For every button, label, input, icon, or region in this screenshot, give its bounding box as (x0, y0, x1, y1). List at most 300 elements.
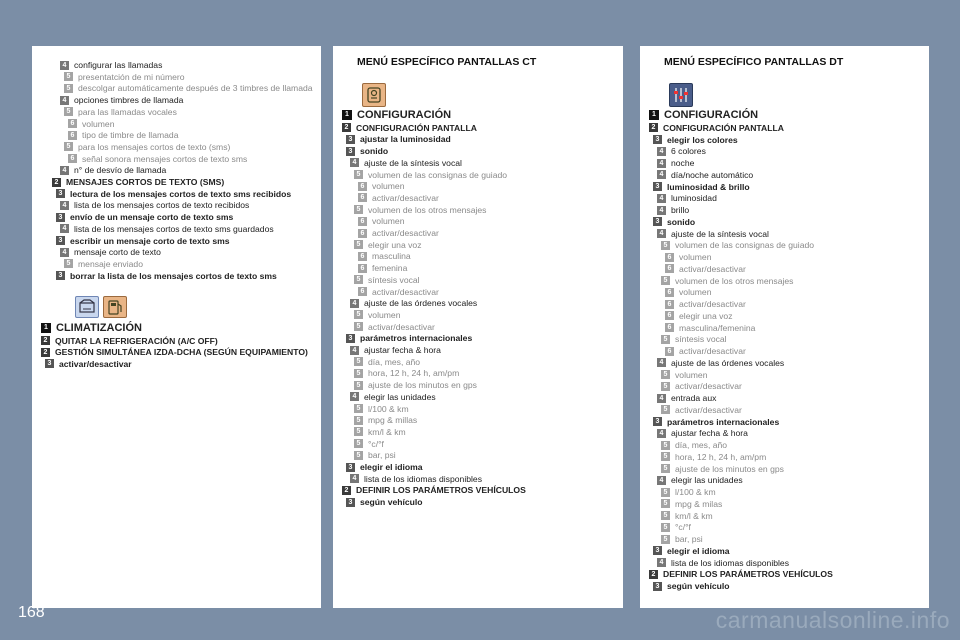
level-badge: 5 (661, 452, 670, 461)
menu-item-label: síntesis vocal (368, 274, 420, 285)
level-badge: 3 (56, 189, 65, 198)
menu-item-label: opciones timbres de llamada (74, 95, 184, 106)
menu-item-label: volumen (675, 369, 708, 380)
menu-item (41, 321, 142, 335)
menu-item-label: ajuste de las órdenes vocales (671, 357, 785, 368)
menu-item (354, 204, 486, 216)
menu-item (661, 521, 691, 533)
menu-item (346, 133, 451, 145)
level-badge: 6 (358, 252, 367, 261)
menu-item-label: lista de los mensajes cortos de texto recibidos (74, 200, 250, 211)
fuel-settings-icon (103, 296, 127, 318)
menu-item-label: sonido (360, 146, 389, 157)
menu-item-label: parámetros internacionales (360, 333, 473, 344)
menu-item (657, 474, 743, 486)
menu-item-label: noche (671, 158, 695, 168)
menu-item-label: bar, psi (675, 534, 703, 544)
menu-item (45, 358, 132, 370)
menu-item-label: activar/desactivar (679, 263, 746, 274)
menu-item-label: masculina (372, 251, 411, 262)
menu-item-label: señal sonora mensajes cortos de texto sms (82, 153, 248, 164)
menu-item-label: elegir los colores (667, 134, 738, 145)
menu-item (665, 298, 746, 310)
menu-item-label: descolgar automáticamente después de 3 timbres de llamada (78, 83, 313, 94)
menu-item (64, 71, 185, 83)
menu-item (661, 498, 722, 510)
level-badge: 5 (661, 335, 670, 344)
menu-item (64, 258, 143, 270)
menu-item (60, 246, 161, 258)
level-badge: 5 (661, 276, 670, 285)
menu-item (358, 250, 411, 262)
level-badge: 5 (354, 369, 363, 378)
menu-item-label: CONFIGURACIÓN PANTALLA (663, 122, 784, 133)
menu-item-label: DEFINIR LOS PARÁMETROS VEHÍCULOS (356, 485, 526, 496)
level-badge: 6 (68, 154, 77, 163)
menu-item (354, 309, 400, 321)
level-badge: 4 (657, 147, 666, 156)
level-badge: 4 (60, 166, 69, 175)
menu-item-label: elegir las unidades (364, 391, 436, 402)
menu-item (657, 169, 753, 181)
menu-item (665, 251, 711, 263)
menu-item (350, 344, 441, 356)
level-badge: 4 (657, 159, 666, 168)
level-badge: 2 (649, 570, 658, 579)
menu-item (60, 59, 162, 71)
level-badge: 5 (64, 84, 73, 93)
menu-item (52, 176, 224, 188)
menu-item-label: mensaje corto de texto (74, 247, 161, 258)
menu-item-label: °c/°f (368, 438, 384, 449)
menu-item-label: lista de los idiomas disponibles (364, 473, 482, 484)
level-badge: 6 (665, 264, 674, 273)
menu-item-label: km/l & km (368, 426, 406, 437)
menu-item (354, 321, 435, 333)
menu-item-label: bar, psi (368, 450, 396, 461)
level-badge: 2 (342, 486, 351, 495)
menu-item-label: ajuste de las órdenes vocales (364, 298, 478, 309)
menu-item (64, 106, 177, 118)
menu-item (354, 169, 507, 181)
level-badge: 4 (657, 170, 666, 179)
level-badge: 5 (354, 322, 363, 331)
level-badge: 3 (56, 271, 65, 280)
level-badge: 5 (661, 535, 670, 544)
menu-item-label: volumen de los otros mensajes (675, 275, 794, 286)
menu-item (342, 108, 451, 122)
level-badge: 6 (358, 217, 367, 226)
level-badge: 3 (653, 546, 662, 555)
level-badge: 1 (41, 323, 51, 333)
menu-item (657, 157, 694, 169)
level-badge: 5 (354, 427, 363, 436)
menu-item (661, 404, 742, 416)
menu-item-label: l/100 & km (368, 403, 409, 414)
menu-item (60, 164, 166, 176)
level-badge: 4 (657, 558, 666, 567)
menu-item-label: CONFIGURACIÓN PANTALLA (356, 122, 477, 133)
level-badge: 5 (64, 259, 73, 268)
menu-item-label: ajuste de los minutos en gps (368, 380, 477, 391)
menu-item (350, 473, 482, 485)
menu-item-label: activar/desactivar (59, 358, 132, 369)
level-badge: 5 (354, 240, 363, 249)
menu-item-label: GESTIÓN SIMULTÁNEA IZDA-DCHA (SEGÚN EQUIPAMIENTO) (55, 347, 308, 357)
menu-item (41, 335, 218, 347)
menu-item-label: 6 colores (671, 146, 706, 157)
menu-item (60, 223, 274, 235)
menu-item-label: °c/°f (675, 522, 691, 533)
level-badge: 5 (661, 499, 670, 508)
menu-item (657, 145, 706, 157)
menu-item (358, 192, 439, 204)
menu-item (346, 461, 423, 473)
level-badge: 4 (60, 224, 69, 233)
menu-item (354, 403, 409, 415)
level-badge: 2 (649, 123, 658, 132)
menu-item (661, 486, 716, 498)
menu-item-label: elegir el idioma (667, 545, 730, 556)
menu-item-label: mpg & milas (675, 498, 723, 509)
menu-item-label: activar/desactivar (679, 346, 746, 356)
section-header-dt: MENÚ ESPECÍFICO PANTALLAS DT (664, 56, 844, 68)
menu-item (661, 275, 793, 287)
menu-item (657, 228, 769, 240)
level-badge: 4 (60, 61, 69, 70)
menu-item-label: brillo (671, 205, 690, 215)
menu-item-label: luminosidad & brillo (667, 181, 750, 192)
climate-icon (75, 296, 99, 318)
level-badge: 4 (657, 194, 666, 203)
menu-item-label: activar/desactivar (372, 228, 439, 238)
menu-item-label: sonido (667, 216, 696, 227)
menu-item (661, 510, 713, 522)
menu-item-label: según vehículo (667, 581, 730, 591)
menu-item-label: hora, 12 h, 24 h, am/pm (675, 451, 767, 462)
level-badge: 4 (657, 429, 666, 438)
menu-item-label: km/l & km (675, 510, 713, 521)
level-badge: 5 (661, 441, 670, 450)
menu-item (665, 263, 746, 275)
menu-item (354, 438, 384, 450)
menu-item-label: lista de los idiomas disponibles (671, 557, 789, 568)
menu-item-label: luminosidad (671, 193, 717, 204)
menu-item (653, 545, 730, 557)
menu-item (68, 153, 247, 165)
menu-item (653, 181, 750, 193)
menu-item-label: ajuste de la síntesis vocal (671, 228, 769, 239)
menu-item (68, 118, 114, 130)
menu-item-label: elegir las unidades (671, 475, 743, 486)
level-badge: 4 (657, 394, 666, 403)
menu-item-label: para los mensajes cortos de texto (sms) (78, 141, 231, 152)
menu-item (661, 451, 766, 463)
menu-item-label: ajustar fecha & hora (671, 428, 748, 439)
menu-item-label: ajuste de los minutos en gps (675, 463, 784, 474)
menu-item (60, 199, 249, 211)
level-badge: 4 (350, 474, 359, 483)
watermark: carmanualsonline.info (715, 607, 950, 633)
menu-item-label: volumen (679, 287, 712, 298)
menu-item-label: envío de un mensaje corto de texto sms (70, 212, 234, 223)
menu-item-label: mpg & millas (368, 415, 418, 426)
level-badge: 3 (653, 582, 662, 591)
menu-item (649, 568, 833, 580)
level-badge: 6 (665, 300, 674, 309)
menu-item-label: MENSAJES CORTOS DE TEXTO (SMS) (66, 177, 225, 187)
level-badge: 2 (41, 348, 50, 357)
level-badge: 5 (354, 451, 363, 460)
menu-item (653, 580, 730, 592)
level-badge: 5 (354, 416, 363, 425)
menu-item-label: volumen de los otros mensajes (368, 204, 487, 215)
menu-item (354, 449, 396, 461)
menu-item (665, 310, 733, 322)
menu-item (358, 262, 407, 274)
menu-item-label: parámetros internacionales (667, 416, 780, 427)
level-badge: 5 (661, 241, 670, 250)
menu-item (657, 357, 784, 369)
menu-item (68, 129, 179, 141)
menu-item-label: día/noche automático (671, 169, 754, 180)
level-badge: 5 (64, 72, 73, 81)
level-badge: 2 (41, 336, 50, 345)
level-badge: 5 (64, 142, 73, 151)
menu-item-label: volumen (82, 118, 115, 129)
level-badge: 2 (342, 123, 351, 132)
level-badge: 4 (350, 158, 359, 167)
menu-item-label: elegir el idioma (360, 462, 423, 472)
level-badge: 5 (661, 488, 670, 497)
level-badge: 6 (358, 193, 367, 202)
level-badge: 3 (653, 182, 662, 191)
menu-item (657, 427, 748, 439)
menu-item (649, 122, 784, 134)
menu-item (653, 416, 779, 428)
menu-item-label: activar/desactivar (368, 321, 435, 332)
menu-item-label: ajustar fecha & hora (364, 345, 441, 355)
menu-item-label: ajustar la luminosidad (360, 134, 451, 145)
menu-item-label: CONFIGURACIÓN (357, 109, 452, 121)
menu-item (358, 286, 439, 298)
menu-item-label: tipo de timbre de llamada (82, 130, 179, 141)
menu-item (354, 356, 420, 368)
level-badge: 4 (350, 299, 359, 308)
level-badge: 1 (649, 110, 659, 120)
menu-item-label: DEFINIR LOS PARÁMETROS VEHÍCULOS (663, 569, 833, 580)
menu-item (358, 215, 404, 227)
level-badge: 3 (346, 334, 355, 343)
menu-item-label: volumen (372, 181, 405, 192)
level-badge: 6 (68, 131, 77, 140)
menu-item (661, 380, 742, 392)
level-badge: 3 (653, 135, 662, 144)
menu-item (56, 270, 277, 282)
level-badge: 5 (354, 205, 363, 214)
menu-item (354, 367, 459, 379)
level-badge: 6 (665, 288, 674, 297)
menu-item (342, 122, 477, 134)
level-badge: 5 (354, 404, 363, 413)
menu-item-label: activar/desactivar (679, 299, 746, 309)
left-panel (32, 46, 321, 608)
menu-item-label: activar/desactivar (372, 286, 439, 297)
level-badge: 4 (657, 358, 666, 367)
menu-item-label: presentatción de mi número (78, 71, 185, 82)
level-badge: 4 (657, 476, 666, 485)
menu-item (657, 392, 716, 404)
level-badge: 4 (60, 201, 69, 210)
menu-item-label: según vehículo (360, 497, 423, 508)
menu-item (661, 533, 703, 545)
menu-item-label: n° de desvío de llamada (74, 165, 167, 176)
level-badge: 5 (64, 107, 73, 116)
menu-item (661, 369, 707, 381)
menu-item-label: volumen (368, 309, 401, 320)
level-badge: 1 (342, 110, 352, 120)
menu-item (350, 391, 436, 403)
level-badge: 3 (346, 463, 355, 472)
level-badge: 3 (653, 217, 662, 226)
configuration-ct-icon (362, 83, 386, 107)
menu-item (354, 426, 406, 438)
level-badge: 5 (661, 523, 670, 532)
level-badge: 5 (661, 382, 670, 391)
menu-item (350, 157, 462, 169)
level-badge: 6 (358, 182, 367, 191)
menu-item-label: ajuste de la síntesis vocal (364, 157, 462, 168)
menu-item-label: CLIMATIZACIÓN (56, 322, 142, 334)
menu-item-label: activar/desactivar (675, 381, 742, 392)
menu-item (64, 82, 313, 94)
menu-item-label: masculina/femenina (679, 322, 756, 333)
menu-item (657, 204, 689, 216)
menu-item (56, 188, 291, 200)
level-badge: 6 (665, 311, 674, 320)
configuration-dt-icon (669, 83, 693, 107)
level-badge: 6 (358, 264, 367, 273)
menu-item-label: volumen (679, 252, 712, 262)
section-header-ct: MENÚ ESPECÍFICO PANTALLAS CT (357, 56, 537, 68)
menu-item-label: hora, 12 h, 24 h, am/pm (368, 368, 460, 379)
menu-item (342, 484, 526, 496)
menu-item-label: femenina (372, 263, 408, 274)
level-badge: 5 (354, 381, 363, 390)
menu-item (358, 180, 404, 192)
menu-item (661, 439, 727, 451)
level-badge: 6 (358, 287, 367, 296)
level-badge: 4 (350, 346, 359, 355)
menu-item-label: elegir una voz (679, 310, 733, 321)
menu-item-label: borrar la lista de los mensajes cortos de texto sms (70, 270, 277, 281)
menu-item (64, 141, 230, 153)
menu-item-label: configurar las llamadas (74, 60, 163, 70)
menu-item-label: activar/desactivar (372, 192, 439, 203)
menu-item (60, 94, 183, 106)
menu-item-label: volumen de las consignas de guiado (675, 240, 815, 251)
menu-item (653, 216, 695, 228)
menu-item-label: escribir un mensaje corto de texto sms (70, 235, 230, 246)
menu-item (346, 332, 472, 344)
level-badge: 3 (56, 213, 65, 222)
menu-item-label: día, mes, año (675, 440, 728, 450)
menu-item (661, 333, 727, 345)
menu-item-label: l/100 & km (675, 487, 716, 497)
menu-item-label: síntesis vocal (675, 334, 727, 345)
menu-item-label: volumen (372, 216, 405, 227)
level-badge: 3 (346, 147, 355, 156)
level-badge: 3 (346, 135, 355, 144)
menu-item-label: para las llamadas vocales (78, 106, 177, 117)
menu-item (56, 235, 230, 247)
level-badge: 3 (45, 359, 54, 368)
menu-item-label: elegir una voz (368, 239, 422, 250)
level-badge: 5 (661, 511, 670, 520)
level-badge: 5 (354, 357, 363, 366)
menu-item (346, 496, 423, 508)
menu-item (346, 145, 388, 157)
level-badge: 4 (350, 392, 359, 401)
level-badge: 6 (665, 347, 674, 356)
menu-item-label: lectura de los mensajes cortos de texto sms recibidos (70, 188, 292, 199)
menu-item (354, 274, 420, 286)
level-badge: 4 (60, 248, 69, 257)
menu-item-label: QUITAR LA REFRIGERACIÓN (A/C OFF) (55, 335, 218, 346)
level-badge: 3 (346, 498, 355, 507)
menu-item-label: día, mes, año (368, 356, 421, 367)
level-badge: 6 (68, 119, 77, 128)
level-badge: 5 (661, 405, 670, 414)
menu-item-label: mensaje enviado (78, 258, 143, 269)
menu-item (661, 463, 784, 475)
level-badge: 5 (661, 464, 670, 473)
level-badge: 5 (354, 310, 363, 319)
menu-item-label: activar/desactivar (675, 404, 742, 415)
page-number: 168 (18, 604, 45, 621)
menu-item-label: lista de los mensajes cortos de texto sms guardados (74, 223, 274, 234)
menu-item-label: entrada aux (671, 393, 717, 403)
level-badge: 4 (657, 229, 666, 238)
level-badge: 5 (354, 170, 363, 179)
level-badge: 6 (665, 323, 674, 332)
menu-item (41, 346, 308, 358)
menu-item (657, 557, 789, 569)
menu-item (56, 211, 233, 223)
menu-item (661, 239, 814, 251)
menu-item (653, 134, 738, 146)
menu-item-label: volumen de las consignas de guiado (368, 169, 508, 180)
level-badge: 5 (354, 275, 363, 284)
level-badge: 4 (60, 96, 69, 105)
menu-item (354, 379, 477, 391)
level-badge: 5 (661, 370, 670, 379)
menu-item-label: CONFIGURACIÓN (664, 109, 759, 121)
level-badge: 4 (657, 206, 666, 215)
level-badge: 2 (52, 178, 61, 187)
menu-item (354, 239, 422, 251)
menu-item (350, 297, 477, 309)
menu-item (358, 227, 439, 239)
right-panel (640, 46, 929, 608)
level-badge: 6 (665, 253, 674, 262)
menu-item (665, 345, 746, 357)
menu-item (354, 414, 417, 426)
menu-item (665, 322, 755, 334)
menu-item (657, 192, 717, 204)
menu-item (665, 286, 711, 298)
level-badge: 3 (56, 236, 65, 245)
